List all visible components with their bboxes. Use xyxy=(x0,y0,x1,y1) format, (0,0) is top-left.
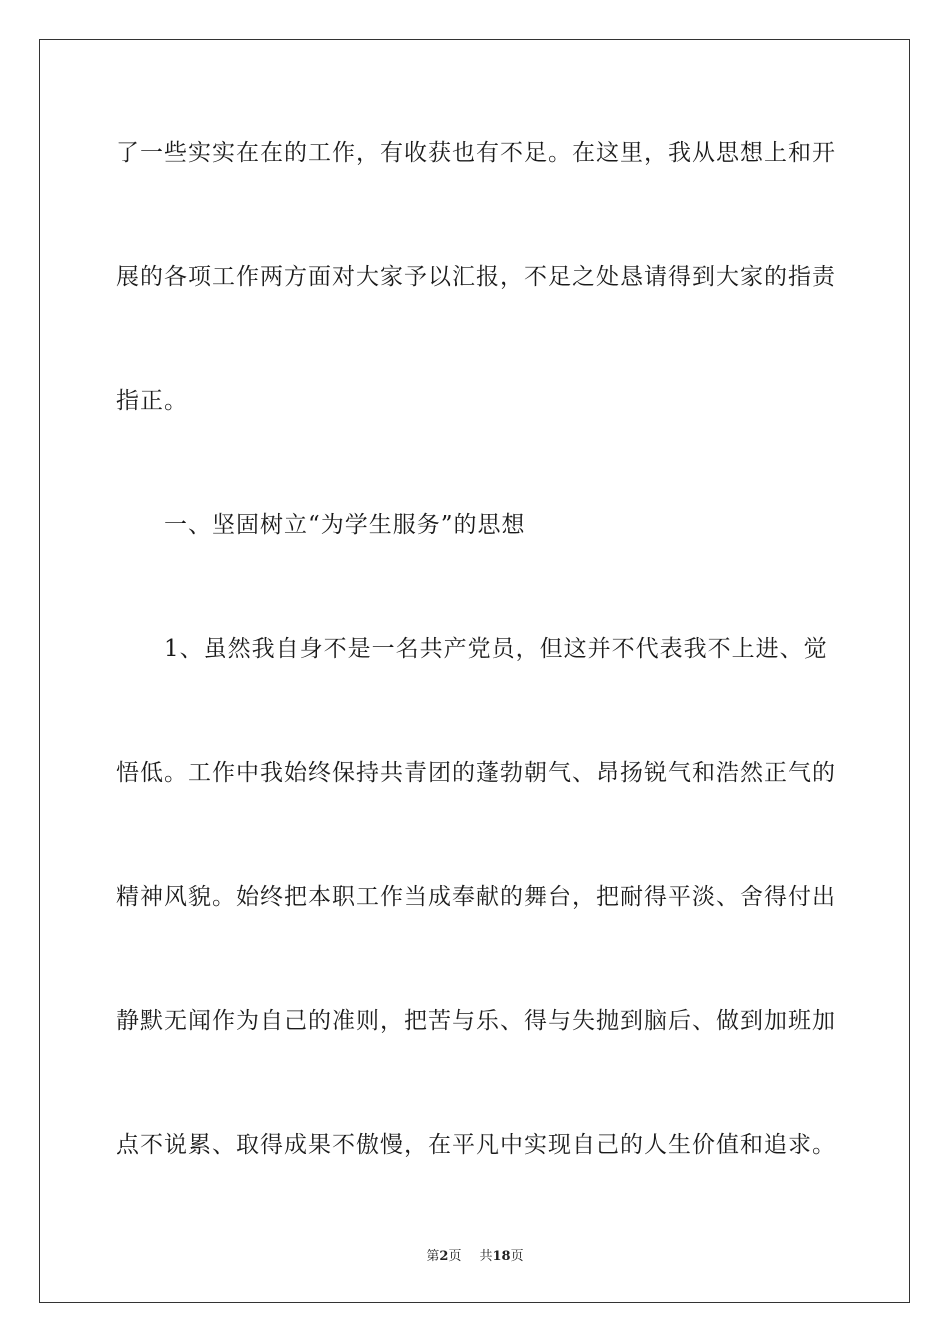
body-text-line-7: 精神风貌。始终把本职工作当成奉献的舞台，把耐得平淡、舍得付出 xyxy=(116,884,836,910)
page-border xyxy=(39,39,910,1303)
body-text-line-6: 悟低。工作中我始终保持共青团的蓬勃朝气、昂扬锐气和浩然正气的 xyxy=(116,760,836,786)
body-text-line-2: 展的各项工作两方面对大家予以汇报，不足之处恳请得到大家的指责 xyxy=(116,264,836,290)
footer-page-number: 2 xyxy=(439,1249,449,1264)
page-footer xyxy=(0,1248,950,1266)
footer-total-suffix: 页 xyxy=(510,1249,524,1264)
footer-total-pages: 18 xyxy=(492,1249,511,1264)
body-text-line-3: 指正。 xyxy=(116,388,188,414)
footer-total-prefix: 共 xyxy=(479,1249,493,1264)
footer-page-prefix: 第 xyxy=(426,1249,440,1264)
footer-page-suffix: 页 xyxy=(448,1249,462,1264)
body-text-line-5: 1、虽然我自身不是一名共产党员，但这并不代表我不上进、觉 xyxy=(164,636,828,662)
body-text-line-8: 静默无闻作为自己的准则，把苦与乐、得与失抛到脑后、做到加班加 xyxy=(116,1008,836,1034)
section-heading: 一、坚固树立“为学生服务”的思想 xyxy=(164,512,526,538)
body-text-line-1: 了一些实实在在的工作，有收获也有不足。在这里，我从思想上和开 xyxy=(116,140,836,166)
body-text-line-9: 点不说累、取得成果不傲慢，在平凡中实现自己的人生价值和追求。 xyxy=(116,1132,836,1158)
